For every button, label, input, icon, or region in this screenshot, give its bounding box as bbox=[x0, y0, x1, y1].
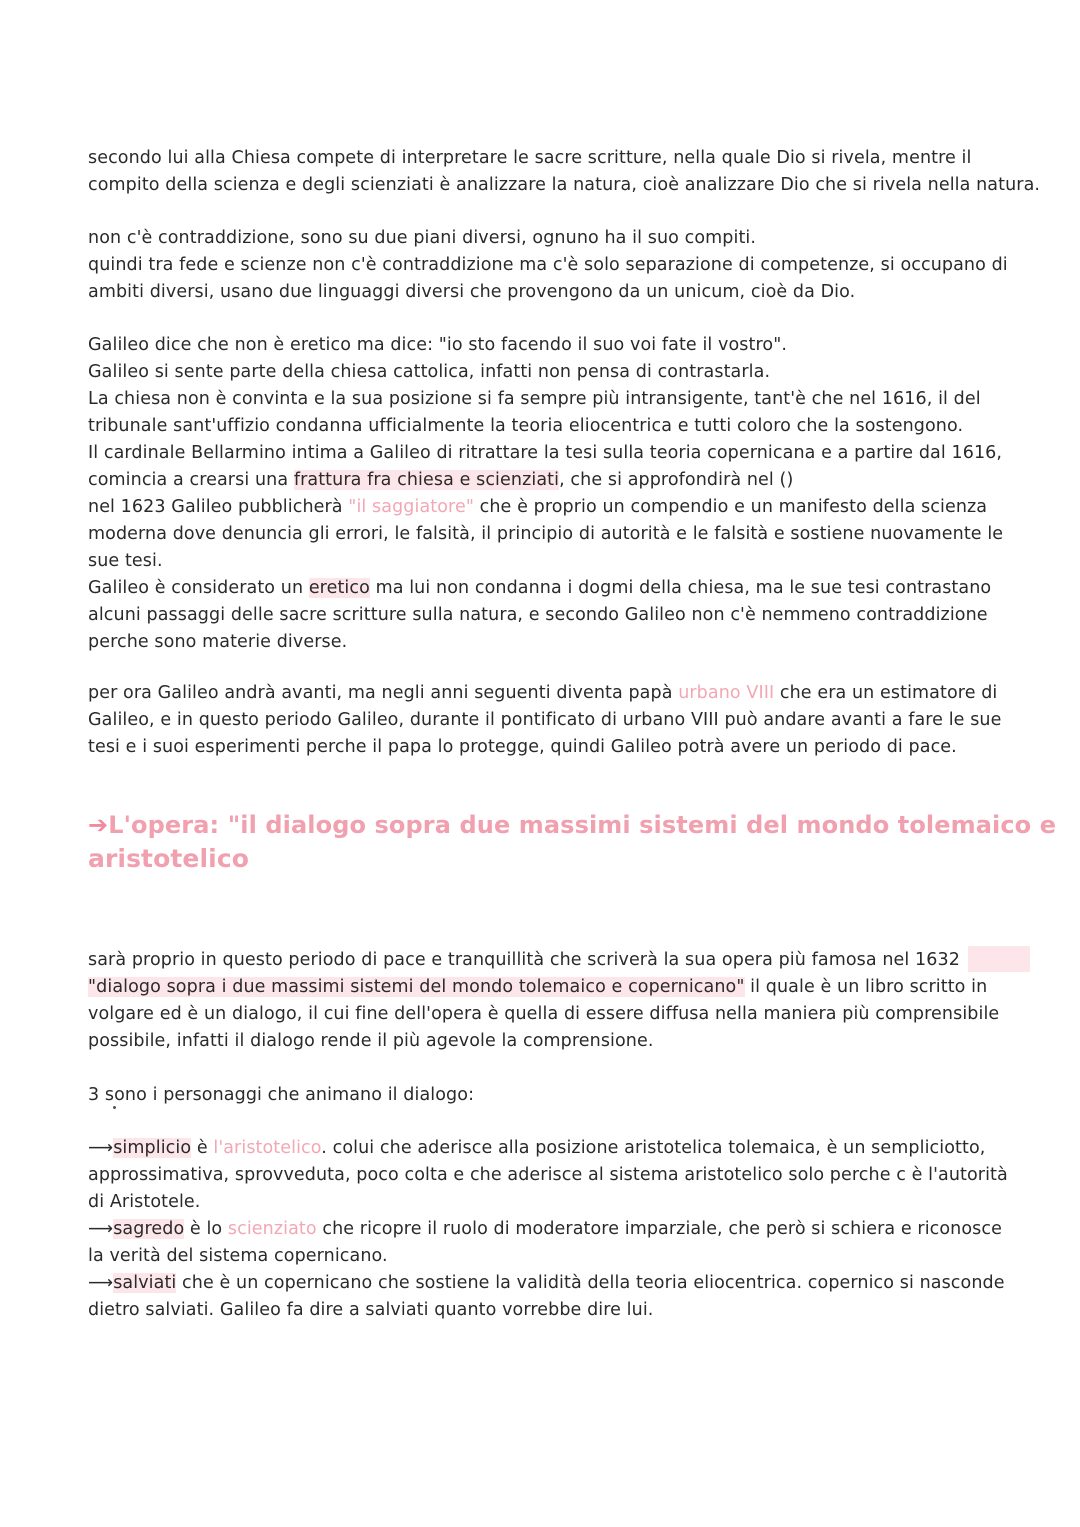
text-line bbox=[88, 1216, 1038, 1243]
text-line: Galileo, e in questo periodo Galileo, durante il pontificato di urbano VIII può andare avanti a fare le sue bbox=[88, 710, 1002, 730]
text-line: non c'è contraddizione, sono su due piani diversi, ognuno ha il suo compiti. bbox=[88, 228, 757, 248]
highlight-eretico: eretico bbox=[308, 578, 370, 598]
text-line bbox=[88, 494, 1038, 521]
text-line: La chiesa non è convinta e la sua posizione si fa sempre più intransigente, tant'è che nel 1616, il del bbox=[88, 389, 981, 409]
character-role: scienziato bbox=[227, 1219, 317, 1239]
text-line: alcuni passaggi delle sacre scritture sulla natura, e secondo Galileo non c'è nemmeno contraddizione bbox=[88, 605, 988, 625]
text-line bbox=[88, 575, 1038, 602]
heading-line bbox=[88, 808, 1057, 842]
text-segment: ma lui non condanna i dogmi della chiesa, ma le sue tesi contrastano bbox=[369, 578, 992, 598]
text-segment: il quale è un libro scritto in bbox=[744, 977, 988, 997]
text-line: perche sono materie diverse. bbox=[88, 632, 348, 652]
character-name: sagredo bbox=[113, 1219, 185, 1239]
text-segment: per ora Galileo andrà avanti, ma negli anni seguenti diventa papà bbox=[88, 683, 679, 703]
text-segment: che ricopre il ruolo di moderatore imparziale, che però si schiera e riconosce bbox=[316, 1219, 1002, 1239]
text-line: secondo lui alla Chiesa compete di interpretare le sacre scritture, nella quale Dio si rivela, mentre il bbox=[88, 148, 972, 168]
text-line bbox=[88, 1135, 1038, 1162]
section-heading-opera bbox=[88, 808, 1057, 876]
paragraph-urbano bbox=[88, 680, 1038, 761]
title-saggiatore: "il saggiatore" bbox=[348, 497, 474, 517]
heading-text: L'opera: "il dialogo sopra due massimi sistemi del mondo tolemaico e bbox=[108, 811, 1057, 839]
text-segment: che è proprio un compendio e un manifesto della scienza bbox=[473, 497, 988, 517]
text-segment: comincia a crearsi una bbox=[88, 470, 294, 490]
paragraph-personaggi bbox=[88, 1082, 1038, 1109]
character-role: l'aristotelico bbox=[213, 1138, 322, 1158]
paragraph-galileo-eretico bbox=[88, 332, 1038, 656]
text-line: sarà proprio in questo periodo di pace e tranquillità che scriverà la sua opera più famosa nel 1632 bbox=[88, 950, 960, 970]
text-line: compito della scienza e degli scienziati è analizzare la natura, cioè analizzare Dio che si rivela nella natura. bbox=[88, 175, 1041, 195]
highlight-frattura: frattura fra chiesa e scienziati bbox=[293, 470, 560, 490]
ink-dot bbox=[113, 1106, 116, 1109]
text-line: tesi e i suoi esperimenti perche il papa lo protegge, quindi Galileo potrà avere un periodo di pace. bbox=[88, 737, 957, 757]
text-line: approssimativa, sprovveduta, poco colta e che aderisce al sistema aristotelico solo perche c è l'autorità bbox=[88, 1165, 1008, 1185]
highlight-dialogo-title: "dialogo sopra i due massimi sistemi del mondo tolemaico e copernicano" bbox=[88, 977, 745, 997]
character-name: salviati bbox=[113, 1273, 177, 1293]
text-line bbox=[88, 974, 1038, 1001]
text-line: quindi tra fede e scienze non c'è contraddizione ma c'è solo separazione di competenze, si occupano di bbox=[88, 255, 1008, 275]
character-name: simplicio bbox=[113, 1138, 192, 1158]
paragraph-contraddizione bbox=[88, 225, 1038, 306]
arrow-right-icon: ➔ bbox=[88, 811, 109, 839]
text-line: la verità del sistema copernicano. bbox=[88, 1246, 388, 1266]
text-line: sue tesi. bbox=[88, 551, 163, 571]
heading-line: aristotelico bbox=[88, 844, 250, 873]
text-line: moderna dove denuncia gli errori, le falsità, il principio di autorità e le falsità e sostiene nuovamente le bbox=[88, 524, 1004, 544]
text-line: dietro salviati. Galileo fa dire a salviati quanto vorrebbe dire lui. bbox=[88, 1300, 654, 1320]
text-segment: . colui che aderisce alla posizione aristotelica tolemaica, è un sempliciotto, bbox=[321, 1138, 986, 1158]
text-line: ambiti diversi, usano due linguaggi diversi che provengono da un unicum, cioè da Dio. bbox=[88, 282, 856, 302]
text-segment: è bbox=[191, 1138, 214, 1158]
text-line: 3 sono i personaggi che animano il dialogo: bbox=[88, 1085, 475, 1105]
text-line: tribunale sant'uffizio condanna ufficialmente la teoria eliocentrica e tutti coloro che la sostengono. bbox=[88, 416, 964, 436]
text-line: di Aristotele. bbox=[88, 1192, 201, 1212]
text-line bbox=[88, 467, 1038, 494]
text-line: Il cardinale Bellarmino intima a Galileo di ritrattare la tesi sulla teoria copernicana e a partire dal 1616, bbox=[88, 443, 1003, 463]
text-segment: è lo bbox=[184, 1219, 228, 1239]
list-item bbox=[88, 1216, 1038, 1270]
text-line: volgare ed è un dialogo, il cui fine dell'opera è quella di essere diffusa nella maniera più comprensibile bbox=[88, 1004, 1000, 1024]
paragraph-dialogo bbox=[88, 947, 1038, 1055]
name-urbano: urbano VIII bbox=[678, 683, 775, 703]
text-segment: , che si approfondirà nel () bbox=[559, 470, 794, 490]
arrow-right-icon: ⟶ bbox=[88, 1138, 114, 1158]
text-line bbox=[88, 680, 1038, 707]
arrow-right-icon: ⟶ bbox=[88, 1219, 114, 1239]
characters-list bbox=[88, 1135, 1038, 1324]
paragraph-chiesa-scienza bbox=[88, 145, 1041, 199]
arrow-right-icon: ⟶ bbox=[88, 1273, 114, 1293]
text-segment: che era un estimatore di bbox=[774, 683, 998, 703]
list-item bbox=[88, 1135, 1038, 1216]
text-line: possibile, infatti il dialogo rende il più agevole la comprensione. bbox=[88, 1031, 654, 1051]
text-line bbox=[88, 1270, 1038, 1297]
text-segment: che è un copernicano che sostiene la validità della teoria eliocentrica. copernico si nasconde bbox=[176, 1273, 1005, 1293]
text-segment: Galileo è considerato un bbox=[88, 578, 309, 598]
text-segment: nel 1623 Galileo pubblicherà bbox=[88, 497, 349, 517]
text-line: Galileo si sente parte della chiesa cattolica, infatti non pensa di contrastarla. bbox=[88, 362, 771, 382]
list-item bbox=[88, 1270, 1038, 1324]
text-line: Galileo dice che non è eretico ma dice: "io sto facendo il suo voi fate il vostro". bbox=[88, 335, 788, 355]
